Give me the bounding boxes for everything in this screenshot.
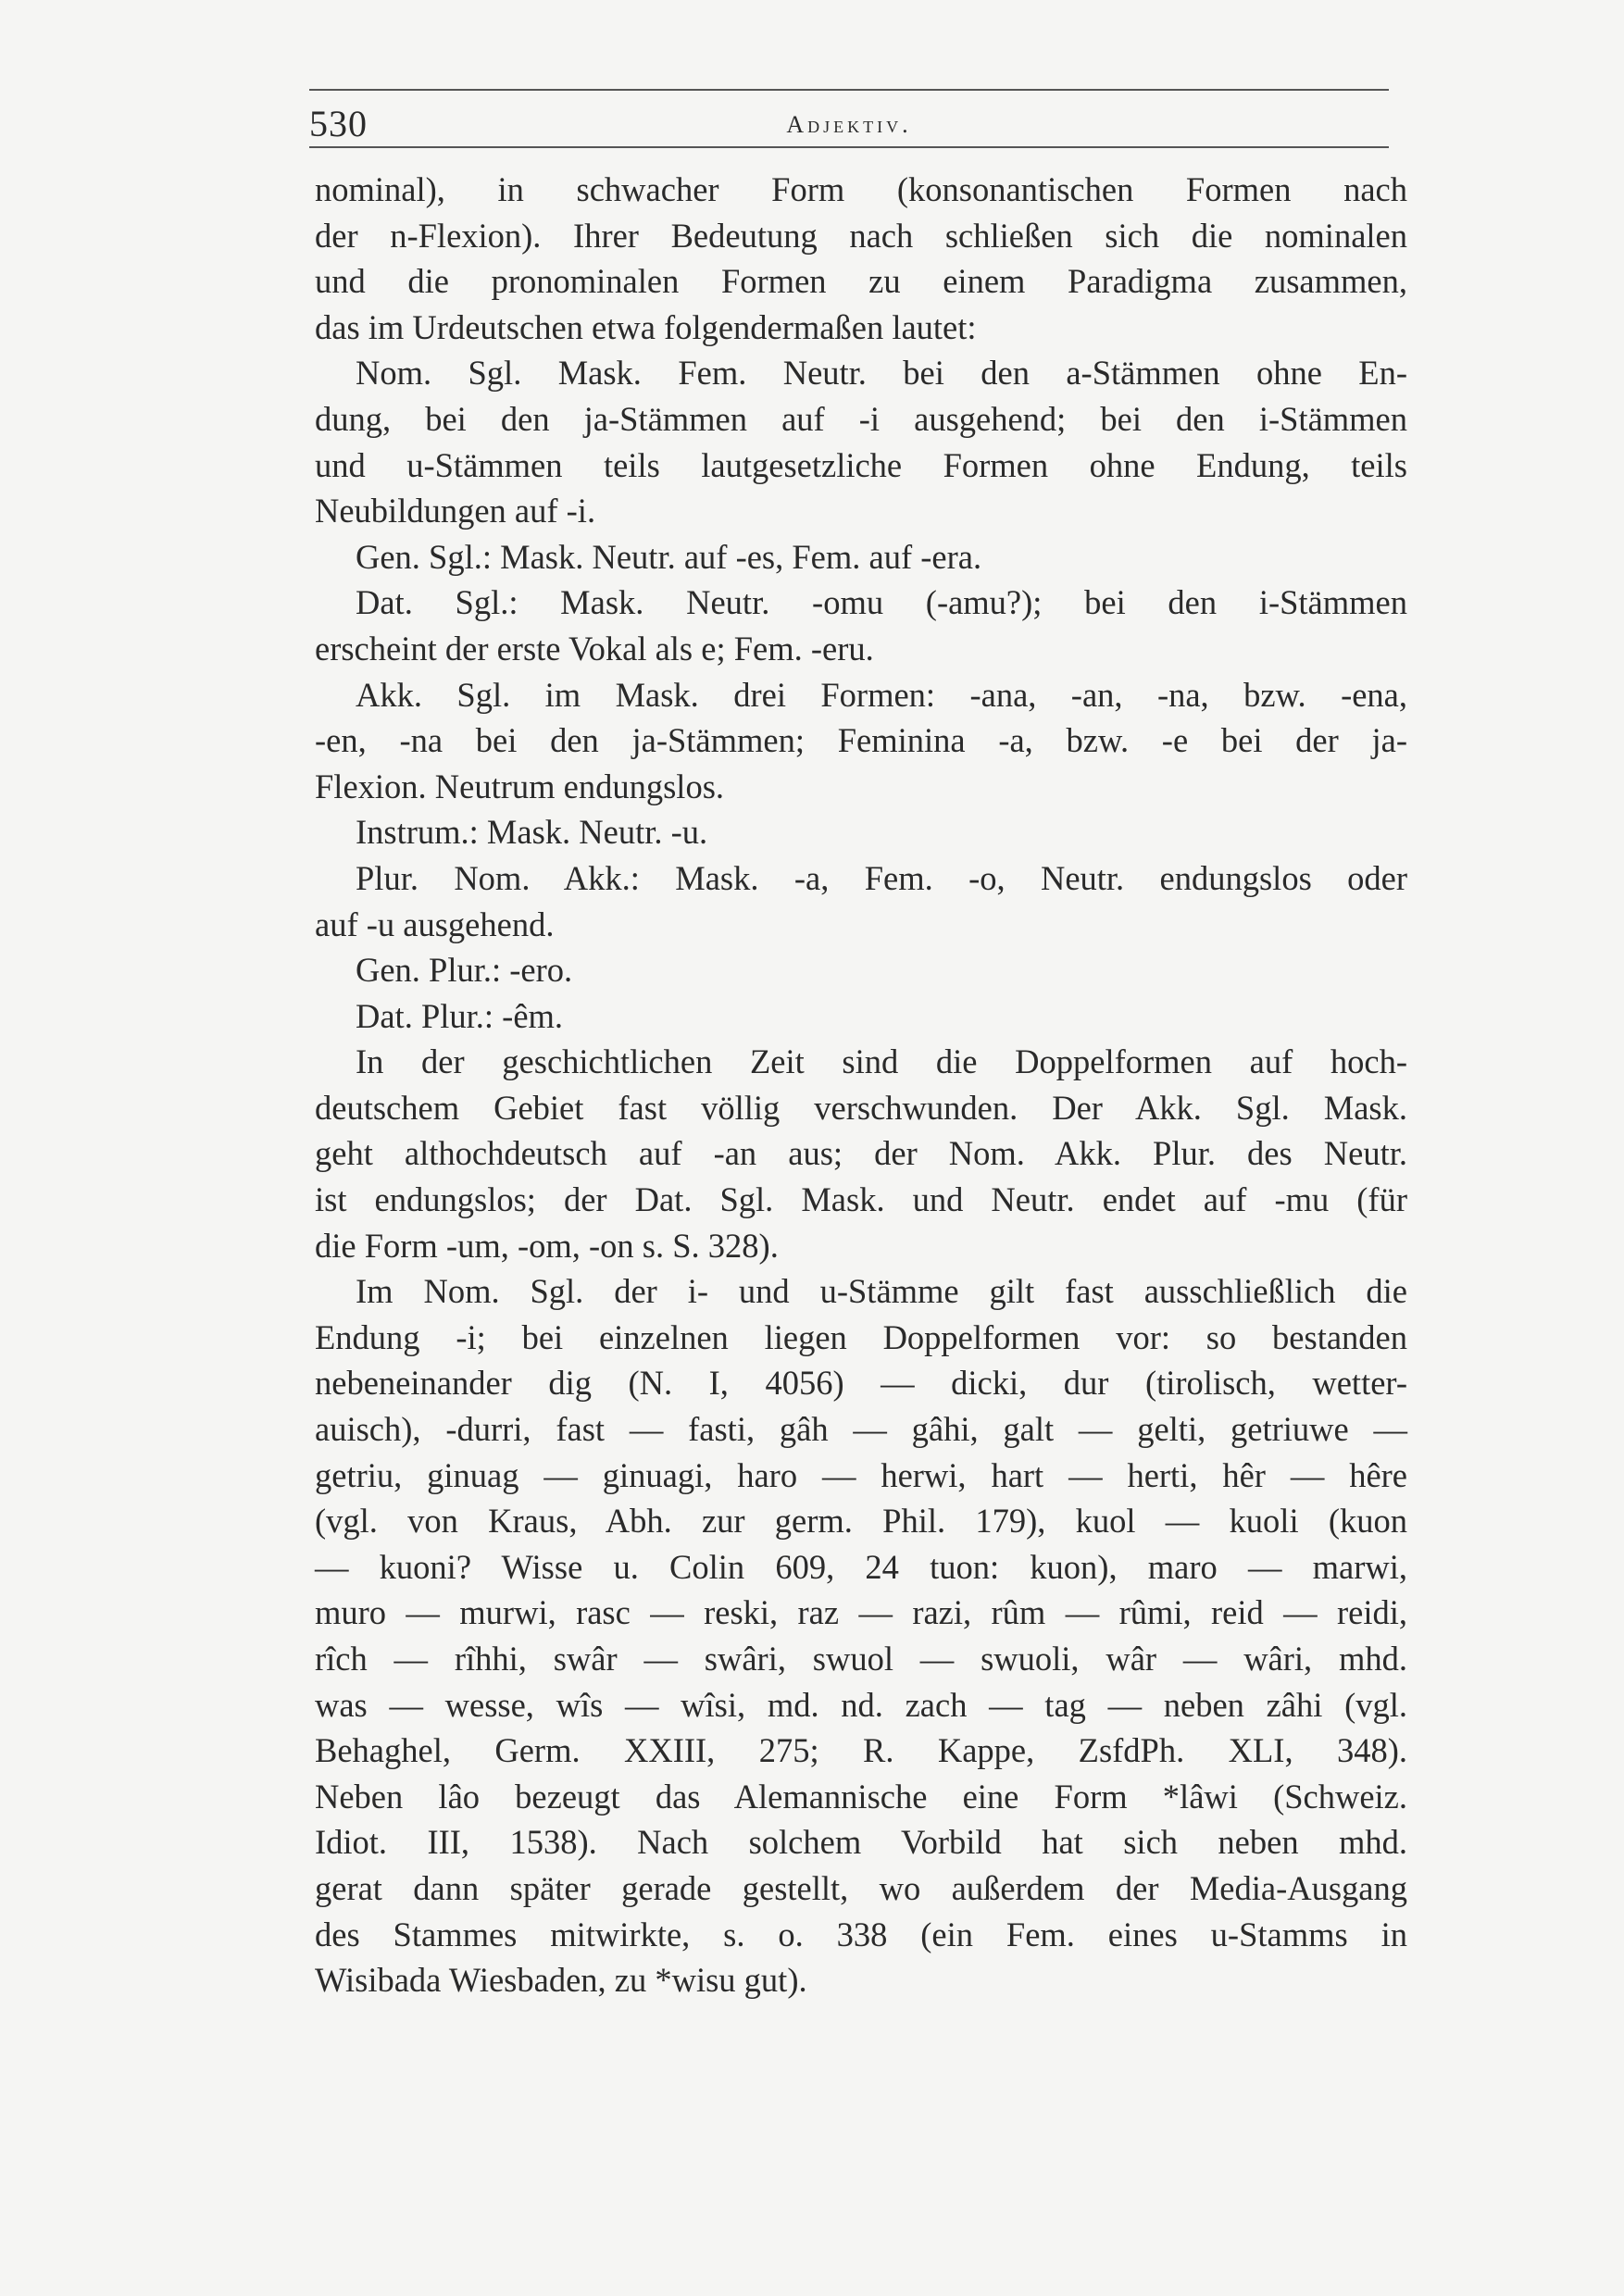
text-line: (vgl. von Kraus, Abh. zur germ. Phil. 179), kuol — kuoli (kuon: [315, 1502, 1407, 1541]
text-line: Akk. Sgl. im Mask. drei Formen: -ana, -an, -na, bzw. -ena,: [356, 675, 1407, 714]
text-line: Neubildungen auf -i.: [315, 492, 596, 530]
text-line: Dat. Plur.: -êm.: [356, 996, 564, 1035]
text-line: und u-Stämmen teils lautgesetzliche Formen ohne Endung, teils: [315, 445, 1407, 484]
text-line: auf -u ausgehend.: [315, 905, 555, 943]
top-rule: [309, 89, 1389, 91]
text-line: die Form -um, -om, -on s. S. 328).: [315, 1226, 779, 1265]
body-text: [315, 167, 1407, 2003]
page-number: 530: [309, 103, 368, 144]
text-line: nominal), in schwacher Form (konsonantischen Formen nach: [315, 170, 1407, 208]
text-line: rîch — rîhhi, swâr — swâri, swuol — swuoli, wâr — wâri, mhd.: [315, 1640, 1407, 1678]
text-line: In der geschichtlichen Zeit sind die Doppelformen auf hoch-: [356, 1042, 1407, 1081]
text-line: Endung -i; bei einzelnen liegen Doppelformen vor: so bestanden: [315, 1317, 1407, 1356]
text-line: Gen. Plur.: -ero.: [356, 951, 573, 990]
text-line: und die pronominalen Formen zu einem Paradigma zusammen,: [315, 262, 1407, 301]
page-header: [309, 102, 1389, 150]
header-rule: [309, 146, 1389, 148]
text-line: auisch), -durri, fast — fasti, gâh — gâhi, galt — gelti, getriuwe —: [315, 1410, 1407, 1449]
text-line: muro — murwi, rasc — reski, raz — razi, rûm — rûmi, reid — reidi,: [315, 1593, 1407, 1632]
text-line: Plur. Nom. Akk.: Mask. -a, Fem. -o, Neutr. endungslos oder: [356, 858, 1407, 897]
text-line: der n-Flexion). Ihrer Bedeutung nach schließen sich die nominalen: [315, 216, 1407, 255]
text-line: Instrum.: Mask. Neutr. -u.: [356, 813, 708, 852]
text-line: Nom. Sgl. Mask. Fem. Neutr. bei den a-Stämmen ohne En-: [356, 354, 1407, 393]
text-line: erscheint der erste Vokal als e; Fem. -eru.: [315, 629, 874, 668]
text-line: -en, -na bei den ja-Stämmen; Feminina -a, bzw. -e bei der ja-: [315, 721, 1407, 760]
text-line: gerat dann später gerade gestellt, wo außerdem der Media-Ausgang: [315, 1868, 1407, 1907]
text-line: was — wesse, wîs — wîsi, md. nd. zach — tag — neben zâhi (vgl.: [315, 1685, 1407, 1724]
text-line: Wisibada Wiesbaden, zu *wisu gut).: [315, 1961, 807, 2000]
text-line: getriu, ginuag — ginuagi, haro — herwi, hart — herti, hêr — hêre: [315, 1455, 1407, 1494]
text-line: ist endungslos; der Dat. Sgl. Mask. und Neutr. endet auf -mu (für: [315, 1180, 1407, 1219]
text-line: Gen. Sgl.: Mask. Neutr. auf -es, Fem. auf -era.: [356, 537, 982, 576]
text-line: — kuoni? Wisse u. Colin 609, 24 tuon: kuon), maro — marwi,: [315, 1547, 1407, 1586]
text-line: Neben lâo bezeugt das Alemannische eine Form *lâwi (Schweiz.: [315, 1777, 1407, 1816]
text-line: des Stammes mitwirkte, s. o. 338 (ein Fem. eines u-Stamms in: [315, 1915, 1407, 1953]
text-line: dung, bei den ja-Stämmen auf -i ausgehend; bei den i-Stämmen: [315, 399, 1407, 438]
text-line: Dat. Sgl.: Mask. Neutr. -omu (-amu?); bei den i-Stämmen: [356, 583, 1407, 622]
text-line: Im Nom. Sgl. der i- und u-Stämme gilt fast ausschließlich die: [356, 1272, 1407, 1311]
text-line: deutschem Gebiet fast völlig verschwunden. Der Akk. Sgl. Mask.: [315, 1088, 1407, 1127]
text-line: Flexion. Neutrum endungslos.: [315, 767, 725, 805]
text-line: Behaghel, Germ. XXIII, 275; R. Kappe, ZsfdPh. XLI, 348).: [315, 1731, 1407, 1770]
running-title: Adjektiv.: [786, 111, 912, 138]
text-line: nebeneinander dig (N. I, 4056) — dicki, dur (tirolisch, wetter-: [315, 1364, 1407, 1403]
text-line: Idiot. III, 1538). Nach solchem Vorbild hat sich neben mhd.: [315, 1823, 1407, 1862]
text-line: das im Urdeutschen etwa folgendermaßen lautet:: [315, 307, 977, 346]
text-line: geht althochdeutsch auf -an aus; der Nom. Akk. Plur. des Neutr.: [315, 1134, 1407, 1173]
